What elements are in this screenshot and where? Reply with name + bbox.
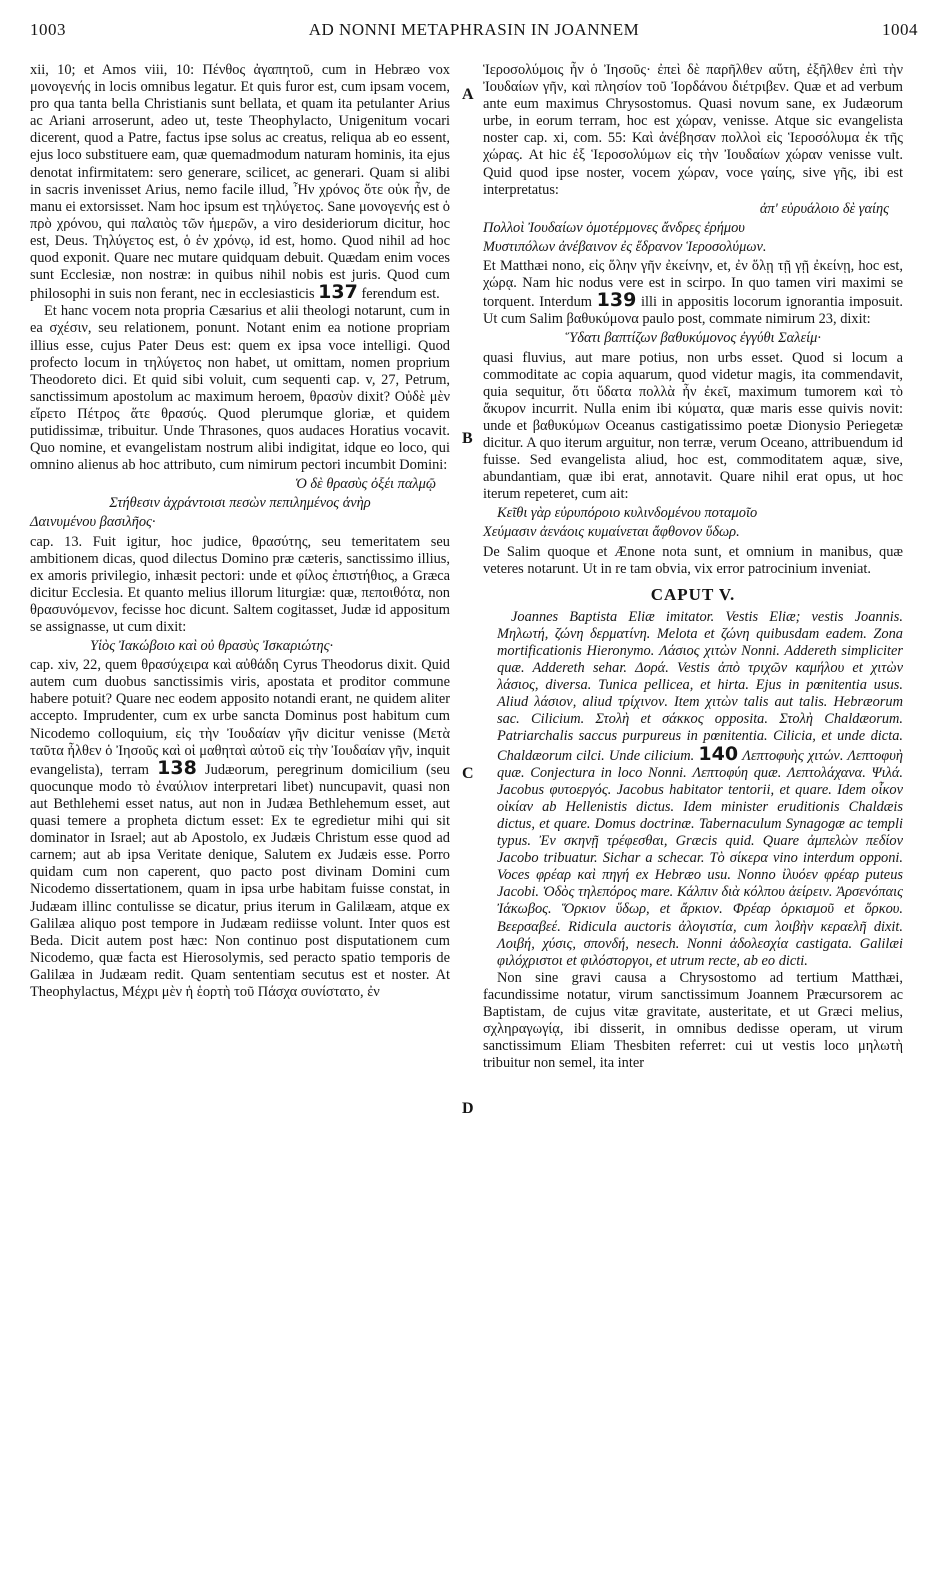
page-header [30, 8, 918, 42]
page-number-right: 1004 [882, 20, 918, 39]
verse-line: Υἱὸς Ἰακώβοιο καὶ οὐ θρασὺς Ἰσκαριώτης· [90, 638, 334, 655]
paragraph-text: xii, 10; et Amos viii, 10: Πένθος ἀγαπητοῦ, cum in Hebræo vox μονογενής in locis omnibus legatur. Et quis furor est, cum ipsam vocem, pro qua tanta bella Christianis sunt bellata, et quam ita petulanter Arius ac Ariani arroserunt, adeo ut, teste Theophylacto, Unigenitum vocari dicerent, quod a Patre, factus ipse solus ac creatus, reliqua ab eo essent, ejus loco substituere eam, quæ quemadmodum naturam hominis, ita ejus denotat infirmitatem: sero generare, scilicet, ac generari. Quam si alibi in sacris invenisset Arius, nemo facile illud, Ἦν χρόνος ὅτε οὐκ ἦν, de manu ei extorsisset. Nam hoc ipsum est τηλύγετος. Sane μονογενής est ὁ πρὸ χρόνου, qui παλαιὸς τῶν ἡμερῶν, a viro desideriorum dicitur, hoc est, Deus. Τηλύγετος est, ὁ ἐν χρόνῳ, id est, homo. Quod nihil ad hoc quod exponit. Quare nec mutare quidquam debuit. Quædam enim voces sunt Ecclesiæ, non nostræ: in quibus nihil nobis est juris. Quod cum philosophi in suis non ferant, nec in ecclesiasticis [30, 62, 450, 303]
paragraph [30, 657, 450, 1001]
paragraph [483, 258, 903, 328]
margin-marker-a: A [462, 86, 474, 103]
verse-line: ἀπ' εὐρυάλοιο δὲ γαίης [759, 200, 889, 217]
paragraph-text: ferendum est. [361, 286, 440, 303]
column-number: 139 [596, 289, 637, 312]
paragraph: Non sine gravi causa a Chrysostomo ad tertium Matthæi, facundissime notatur, virum sanctissimum Joannem Præcursorem ac Baptistam, de cujus vitæ gravitate, austeritate, et ut Græci melius, σχληραγωγίᾳ, ibi disserit, in omnibus dedisse operam, ut virum sanctissimum Eliam Thesbiten referret: cui ut vestis loco μηλωτὴ tribuitur non semel, ita inter [483, 969, 903, 1072]
page-number-left: 1003 [30, 20, 66, 39]
summary-text: Joannes Baptista Eliæ imitator. Vestis Eliæ; vestis Joannis. Μηλωτή, ζώνη δερματίνη. Melota et ζώνη quibusdam eadem. Zona mortificationis Hieronymo. Λάσιος χιτὼν Nonni. Addereth simpliciter quæ. Addereth sehar. Δορά. Vestis ἀπὸ τριχῶν καμήλου et χιτὼν λάσιος, diversa. Tunica pellicea, et hirta. Ejus in pœnitentia usus. Aliud λάσιον, aliud τρίχινον. Item χιτὼν talis aut talis. Hebræorum sac. Cilicium. Στολὴ et σάκκος opposita. Στολὴ Chaldæorum. Patriarchalis saccus purpureus in pœnitentia. Cilicia, et unde dicta. Chaldæorum cilci. Unde cilicium. [497, 608, 903, 764]
paragraph: Ἱεροσολύμοις ἦν ὁ Ἰησοῦς· ἐπεὶ δὲ παρῆλθεν αὕτη, ἐξῆλθεν ἐπὶ τὴν Ἰουδαίων γῆν, καὶ πλησίον τοῦ Ἰορδάνου διέτριβεν. Quæ et ad verbum ante eum maximus Chrysostomus. Quasi novum sane, ex Judæorum urbe, in eorum terram, hoc est χώραν, venisse. Atque sic evangelista noster cap. xi, com. 55: Καὶ ἀνέβησαν πολλοὶ εἰς Ἱεροσόλυμα ἐκ τῆς χώρας. At hic ἐξ Ἱεροσολύμων εἰς τὴν Ἰουδαίων χώραν venisse vult. Quid quod ipse noster, vocem χώραν, voce γαίης, sive γῆς, ibi est interpretatus: [483, 62, 903, 198]
verse-line: Κεῖθι γὰρ εὐρυπόροιο κυλινδομένου ποταμοῖο [497, 505, 758, 522]
column-number: 137 [318, 281, 358, 304]
verse-line: Ὁ δὲ θρασὺς ὀξέι παλμῷ [294, 476, 436, 493]
paragraph [30, 62, 450, 303]
paragraph-text: Et Matthæi nono, εἰς ὅλην γῆν ἐκείνην, et, ἐν ὅλῃ τῇ γῇ ἐκείνῃ, hoc est, χώρᾳ. Nam hic nodus vere est in scirpo. In quo tamen viri maximi se torquent. Interdum [483, 258, 903, 311]
paragraph-text: cap. xiv, 22, quem θρασύχειρα καὶ αὐθάδη Cyrus Theodorus dixit. Quid autem cum duobus sanctissimis viris, apostata et proditor commune habere potuit? Quare nec eodem apposito notandi erant, ne quidem aliter accepto. Imprudenter, cum ex urbe sancta Dominus post habitum cum Nicodemo colloquium, εἰς τὴν Ἰουδαίαν γῆν dicitur venisse (Μετὰ ταῦτα ἦλθεν ὁ Ἰησοῦς καὶ οἱ μαθηταὶ αὐτοῦ εἰς τὴν Ἰουδαίαν γῆν, inquit evangelista), terram [30, 657, 450, 778]
verse-line: Πολλοὶ Ἰουδαίων ὁμοτέρμονες ἄνδρες ἐρήμου [483, 219, 745, 236]
running-title: AD NONNI METAPHRASIN IN JOANNEM [308, 20, 640, 39]
paragraph: Et hanc vocem nota propria Cæsarius et alii theologi notarunt, cum in ea σχέσιν, seu relationem, ponunt. Notant enim ea notione propriam illius esse, cujus Pater Deus est: quem ex ipsa voce intelligi. Quod profecto locum in τηλύγετος non habet, ut omittam, nomen proprium Theodoreto dici. Et quid sibi voluit, cum sequenti cap. v, 27, Petrum, sanctissimum apostolum ac maximum heroem, θρασὺν dixit? Οὐδὲ μὲν εἴρετο Πέτρος ἅτε θρασύς. Quod plerumque gloriæ, et quidem putidissimæ, tribuitur. Unde Thrasones, quos audaces Horatius vocavit. Quo nomine, et evangelistam nostrum alibi indigitat, idque eo loco, qui omnino alienus ab hoc attributo, cum nimirum pectori incumbit Domini: [30, 303, 450, 474]
verse-line: Στήθεσιν ἀχράντοισι πεσὼν πεπιλημένος ἀνὴρ [109, 495, 371, 512]
chapter-summary [483, 609, 903, 970]
verse-line: Μυστιπόλων ἀνέβαινον ἐς ἕδρανον Ἱεροσολύμων. [483, 238, 767, 255]
column-number: 140 [698, 742, 739, 765]
paragraph-text: illi in appositis locorum ignorantia imposuit. Ut cum Salim βαθυκύμονα paulo post, commate nimirum 23, dixit: [483, 294, 903, 328]
margin-marker-d: D [462, 1100, 474, 1117]
summary-text: Λεπτοφυὴς χιτών. Λεπτοφυὴ quæ. Conjectura in loco Nonni. Λεπτοφύη quæ. Λεπτολάχανα. Ψιλά. Jacobus φυτοεργός. Jacobus habitator tentorii, et quare. Idem οἶκον οἰκίαν ab Hellenistis dictus. Idem minister eruditionis Chaldæis dictus, et quare. Domus doctrinæ. Tabernaculum Synagogæ ac templi typus. Ἐν σκηνῇ τρέφεσθαι, Græcis quid. Quare ἀμπελὼν πεδίον Jacobo tribuatur. Sichar a schecar. Τὸ σίκερα vino interdum opponi. Voces φρέαρ καὶ πηγή ex Hebræo usu. Nonno ἰλυόεν φρέαρ puteus Jacobi. Ὁδὸς τηλεπόρος mare. Κάλπιν διὰ κόλπου ἀείρειν. Ἀρσενόπαις Ἰάκωβος. Ὅρκιον ὕδωρ, et ἄρκιον. Φρέαρ ὁρκισμοῦ et ὅρκου. Βεερσαβεέ. Ridicula auctoris ἀλογιστία, cum λοιβὴν κεραελῆ dixit. Λοιβή, χύσις, σπονδή, nesech. Nonni ἀδολεσχία castigata. Galilæi φιλόχριστοι et φιλόστοργοι, et utrum recte, ab eo dicti. [497, 747, 903, 969]
chapter-heading: CAPUT V. [650, 584, 736, 604]
verse-line: Χεύμασιν ἀενάοις κυμαίνεται ἄφθονον ὕδωρ. [483, 524, 740, 541]
left-column [30, 62, 450, 1001]
verse-line: Δαινυμένου βασιλῆος· [30, 514, 156, 531]
paragraph: quasi fluvius, aut mare potius, non urbs esset. Quod si locum a commoditate ac copia aquarum, quod videtur magis, ita commendavit, quia sequitur, ὅτι ὕδατα πολλὰ ἦν ἐκεῖ, maximum tumorem καὶ τὸ ἄκυρον incurrit. Nulla enim ibi κύματα, quæ maris esse quivis novit: unde et βαθυκύμων Oceanus castigatissimo poetæ Dionysio Periegetæ dicitur. A quo iterum arguitur, non terræ, verum Oceano, attribuendum id fuisse. Sed evangelista aliud, hoc est, commoditatem aquæ, sive, abundantiam, quæ ibi erat, annotavit. Quare nihil erat opus, ut hoc iterum repeteret, cum ait: [483, 349, 903, 503]
paragraph: cap. 13. Fuit igitur, hoc judice, θρασύτης, seu temeritatem seu ambitionem dicas, quod dilectus Domino præ cæteris, sanctissimo illius, ex amoris privilegio, inhæsit pectori: unde et φίλος ἐπιστήθιος, a Græca dicitur Ecclesia. Et quanto melius illorum liturgiæ: quæ, πεποιθότα, non θρασυνόμενον, fecisse hoc dicunt. Saltem cogitasset, Judæ id appositum se assignasse, ut cum dixit: [30, 533, 450, 635]
right-column [483, 62, 903, 1072]
margin-marker-b: B [462, 430, 473, 447]
paragraph-text: Judæorum, peregrinum domicilium (seu quocunque modo τὸ ἐναύλιον interpretari libet) nuncupavit, quasi non aut Bethlehemi esset natus, aut non in Judæa Bethlehemum esset, aut quasi temere a propheta dictum esset: Ex te egredietur mihi qui sit dominator in Israel; aut ab Apostolo, ex Judæis Christum esse quod ad carnem; aut ab ipsa Veritate denique, Salutem ex Judæis esse. Porro quidam cum non caperent, quo pacto post divinam Domini cum Nicodemo dissertationem, quam in ipsa urbe habitam fuisse constat, in Judæam illinc contulisse se dicatur, prius iterum in Galilæam, atque ex Galilæa aliquo post tempore in Judæam rediisse volunt. Inter quos est Beda. Dicit autem post hæc: Non continuo post disputationem cum Nicodemo, quæ facta est Hierosolymis, sed peracto spatio temporis de Galilæa in Judæam redit. Quam sententiam secutus est et noster. At Theophylactus, Μέχρι μὲν ἡ ἑορτὴ τοῦ Πάσχα συνίστατο, ἐν [30, 761, 450, 1000]
verse-line: Ὕδατι βαπτίζων βαθυκύμονος ἐγγύθι Σαλείμ· [565, 330, 821, 347]
paragraph: De Salim quoque et Ænone nota sunt, et omnium in manibus, quæ veteres notarunt. Ut in re tam obvia, vix error patrocinium inveniat. [483, 543, 903, 577]
column-number: 138 [157, 756, 197, 779]
margin-marker-c: C [462, 765, 474, 782]
